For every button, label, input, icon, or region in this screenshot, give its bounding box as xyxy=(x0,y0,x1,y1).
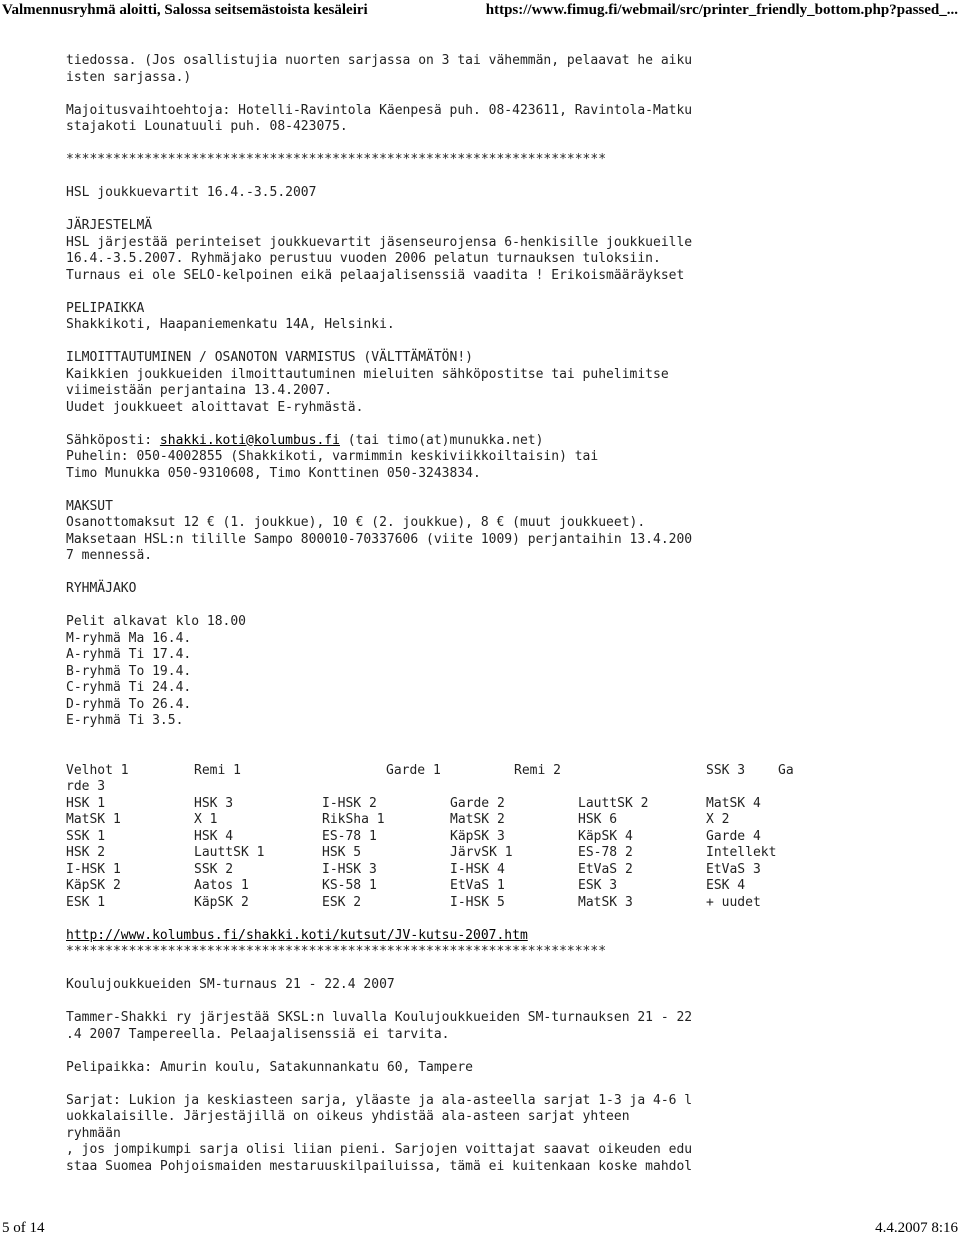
text-line: C-ryhmä Ti 24.4. xyxy=(66,680,192,695)
group-header-cell: Ga xyxy=(778,762,794,778)
group-cell: JärvSK 1 xyxy=(450,845,513,860)
text-line: Turnaus ei ole SELO-kelpoinen eikä pelaajalisenssiä vaadita ! Erikoismääräykset xyxy=(66,267,685,283)
print-header xyxy=(0,0,960,20)
email-prefix: Sähköposti: xyxy=(66,432,160,448)
print-footer xyxy=(0,1218,960,1238)
text-line: Tammer-Shakki ry järjestää SKSL:n luvalla Koulujoukkueiden SM-turnauksen 21 - 22 xyxy=(66,1010,693,1025)
group-cell: Aatos 1 xyxy=(194,878,249,893)
text-line: Koulujoukkueiden SM-turnaus 21 - 22.4 2007 xyxy=(66,977,395,992)
group-cell: I-HSK 4 xyxy=(450,861,505,877)
group-cell: + uudet xyxy=(706,894,761,910)
group-cell: ESK 1 xyxy=(66,894,106,910)
email-link[interactable]: shakki.koti@kolumbus.fi xyxy=(159,432,340,448)
group-cell: I-HSK 1 xyxy=(66,861,121,877)
text-line xyxy=(66,136,946,153)
group-row xyxy=(66,812,946,829)
page-url: https://www.fimug.fi/webmail/src/printer_friendly_bottom.php?passed_... xyxy=(485,2,958,18)
text-line: Pelit alkavat klo 18.00 xyxy=(66,614,247,629)
text-line: HSL järjestää perinteiset joukkuevartit jäsenseurojensa 6-henkisille joukkueille xyxy=(66,234,693,250)
text-line: viimeistään perjantaina 13.4.2007. xyxy=(66,383,333,398)
text-line: ********************************************************************* xyxy=(66,152,607,167)
text-line xyxy=(66,482,946,499)
group-cell: HSK 5 xyxy=(322,845,362,860)
text-line: tiedossa. (Jos osallistujia nuorten sarjassa on 3 tai vähemmän, pelaavat he aiku xyxy=(66,53,693,68)
text-line: 7 mennessä. xyxy=(66,548,153,563)
group-cell: MatSK 4 xyxy=(706,795,761,811)
text-line: PELIPAIKKA xyxy=(66,300,145,316)
text-line xyxy=(66,598,946,615)
group-cell: X 1 xyxy=(194,812,218,827)
text-line xyxy=(66,730,946,747)
text-line: Maksetaan HSL:n tilille Sampo 800010-70337606 (viite 1009) perjantaihin 13.4.200 xyxy=(66,531,693,547)
text-line: A-ryhmä Ti 17.4. xyxy=(66,647,192,662)
text-block-3 xyxy=(66,944,946,1175)
text-line: .4 2007 Tampereella. Pelaajalisenssiä ei tarvita. xyxy=(66,1026,450,1042)
text-line: ryhmään xyxy=(66,1125,121,1141)
text-line: Timo Munukka 050-9310608, Timo Konttinen 050-3243834. xyxy=(66,465,481,481)
group-header-cell: Velhot 1 xyxy=(66,762,129,778)
group-cell: I-HSK 5 xyxy=(450,894,505,910)
text-line xyxy=(66,169,946,186)
group-cell: I-HSK 3 xyxy=(322,861,377,877)
group-cell: Intellekt xyxy=(706,845,777,860)
text-line: uokkalaisille. Järjestäjillä on oikeus yhdistää ala-asteen sarjat yhteen xyxy=(66,1109,630,1124)
group-cell: LauttSK 1 xyxy=(194,845,265,860)
group-cell: HSK 1 xyxy=(66,795,106,811)
text-line: JÄRJESTELMÄ xyxy=(66,218,153,233)
text-line xyxy=(66,994,946,1011)
group-row xyxy=(66,862,946,879)
text-line: 16.4.-3.5.2007. Ryhmäjako perustuu vuoden 2006 pelatun turnauksen tuloksiin. xyxy=(66,251,661,266)
group-cell: HSK 4 xyxy=(194,828,234,844)
group-cell: HSK 6 xyxy=(578,812,618,827)
group-cell: Garde 4 xyxy=(706,828,761,844)
group-cell: ES-78 2 xyxy=(578,845,633,860)
text-line: ILMOITTAUTUMINEN / OSANOTON VARMISTUS (VÄLTTÄMÄTÖN!) xyxy=(66,350,473,365)
group-cell: SSK 1 xyxy=(66,828,106,844)
text-line xyxy=(66,334,946,351)
text-line: MAKSUT xyxy=(66,498,113,514)
text-line xyxy=(66,565,946,582)
text-line xyxy=(66,1043,946,1060)
page-count: 5 of 14 xyxy=(2,1220,45,1236)
group-header-cell: Garde 1 xyxy=(386,762,441,778)
group-header-row xyxy=(66,763,946,780)
group-row xyxy=(66,796,946,813)
group-header-cell: Remi 1 xyxy=(194,762,241,778)
text-line xyxy=(66,284,946,301)
text-line xyxy=(66,1076,946,1093)
group-cell: Garde 2 xyxy=(450,795,505,811)
text-line: staa Suomea Pohjoismaiden mestaruuskilpailuissa, tämä ei kuitenkaan koske mahdol xyxy=(66,1158,693,1174)
text-line: ********************************************************************* xyxy=(66,944,607,959)
group-cell: EtVaS 2 xyxy=(578,861,633,877)
text-line xyxy=(66,746,946,763)
invitation-link[interactable]: http://www.kolumbus.fi/shakki.koti/kutsut/JV-kutsu-2007.htm xyxy=(66,927,528,943)
group-rows xyxy=(66,796,946,912)
group-cell: X 2 xyxy=(706,812,730,827)
text-line: Uudet joukkueet aloittavat E-ryhmästä. xyxy=(66,399,364,415)
text-line: Shakkikoti, Haapaniemenkatu 14A, Helsinki. xyxy=(66,317,395,332)
group-cell: HSK 3 xyxy=(194,795,234,811)
text-line xyxy=(66,202,946,219)
group-cell: ES-78 1 xyxy=(322,828,377,844)
group-row xyxy=(66,845,946,862)
group-cell: HSK 2 xyxy=(66,845,106,860)
group-cell: KäpSK 4 xyxy=(578,828,633,844)
text-line: HSL joukkuevartit 16.4.-3.5.2007 xyxy=(66,185,317,200)
group-row xyxy=(66,878,946,895)
print-datetime: 4.4.2007 8:16 xyxy=(875,1220,958,1236)
group-cell: KS-58 1 xyxy=(322,878,377,893)
text-line: Osanottomaksut 12 € (1. joukkue), 10 € (2. joukkue), 8 € (muut joukkueet). xyxy=(66,515,646,530)
group-row xyxy=(66,895,946,912)
text-line xyxy=(66,961,946,978)
group-cell: EtVaS 1 xyxy=(450,878,505,893)
group-cell: SSK 2 xyxy=(194,861,234,877)
text-line: , jos jompikumpi sarja olisi liian pieni. Sarjojen voittajat saavat oikeuden edu xyxy=(66,1142,693,1157)
email-line xyxy=(66,433,946,450)
page-title: Valmennusryhmä aloitti, Salossa seitsemästoista kesäleiri xyxy=(2,2,368,18)
group-header-cell: SSK 3 xyxy=(706,762,746,778)
text-line: stajakoti Lounatuuli puh. 08-423075. xyxy=(66,119,348,134)
group-cell: ESK 4 xyxy=(706,878,746,893)
group-cell: MatSK 1 xyxy=(66,812,121,827)
text-line: Kaikkien joukkueiden ilmoittautuminen mieluiten sähköpostitse tai puhelimitse xyxy=(66,366,669,382)
email-suffix: (tai timo(at)munukka.net) xyxy=(339,432,544,448)
message-body xyxy=(66,53,946,1175)
group-cell: LauttSK 2 xyxy=(578,795,649,811)
text-line: Sarjat: Lukion ja keskiasteen sarja, yläaste ja ala-asteella sarjat 1-3 ja 4-6 l xyxy=(66,1092,693,1108)
group-row xyxy=(66,829,946,846)
text-line: M-ryhmä Ma 16.4. xyxy=(66,630,192,646)
group-cell: MatSK 2 xyxy=(450,812,505,827)
group-cell: KäpSK 2 xyxy=(66,878,121,893)
text-line: RYHMÄJAKO xyxy=(66,581,137,596)
text-line: Puhelin: 050-4002855 (Shakkikoti, varmimmin keskiviikkoiltaisin) tai xyxy=(66,449,599,464)
group-cell: MatSK 3 xyxy=(578,894,633,910)
blank-line xyxy=(66,911,946,928)
text-line: D-ryhmä To 26.4. xyxy=(66,696,192,712)
url-line xyxy=(66,928,946,945)
group-header-cell: Remi 2 xyxy=(514,762,561,778)
text-block-2 xyxy=(66,449,946,763)
group-cell: RikSha 1 xyxy=(322,812,385,827)
group-header-wrap xyxy=(66,779,946,796)
text-block-1 xyxy=(66,53,946,433)
text-line: Pelipaikka: Amurin koulu, Satakunnankatu 60, Tampere xyxy=(66,1059,473,1075)
text-line: Majoitusvaihtoehtoja: Hotelli-Ravintola Käenpesä puh. 08-423611, Ravintola-Matku xyxy=(66,102,693,118)
group-cell: EtVaS 3 xyxy=(706,861,761,877)
text-line xyxy=(66,416,946,433)
group-cell: ESK 2 xyxy=(322,894,362,910)
group-cell: KäpSK 2 xyxy=(194,894,249,910)
text-line: isten sarjassa.) xyxy=(66,69,192,85)
text-line: B-ryhmä To 19.4. xyxy=(66,663,192,679)
group-cell: ESK 3 xyxy=(578,878,618,893)
group-header-wrap-text: rde 3 xyxy=(66,779,106,794)
text-line: E-ryhmä Ti 3.5. xyxy=(66,713,184,728)
group-cell: I-HSK 2 xyxy=(322,795,377,811)
text-line xyxy=(66,86,946,103)
group-table xyxy=(66,763,946,912)
group-cell: KäpSK 3 xyxy=(450,828,505,844)
